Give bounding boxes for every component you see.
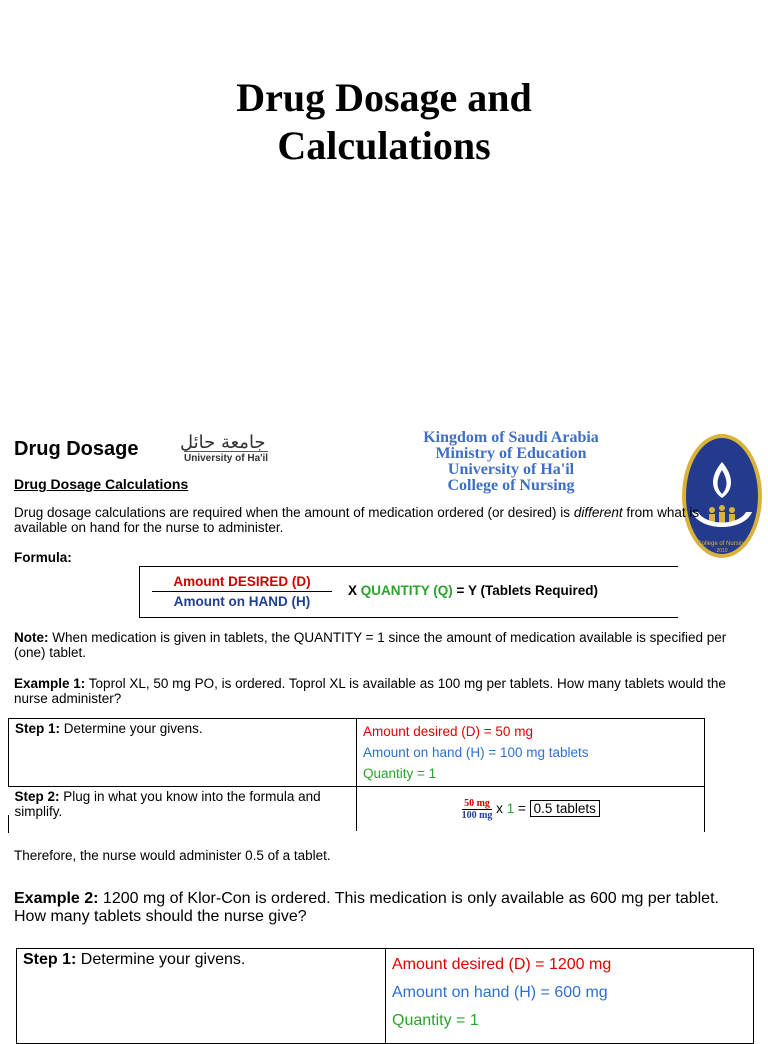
formula-denominator: Amount on HAND (H) [173, 594, 311, 609]
example1-table [8, 718, 705, 831]
formula-label: Formula: [14, 550, 72, 565]
example2-table [16, 948, 754, 1044]
givens-cell [386, 949, 754, 1044]
section-title: Drug Dosage Calculations [14, 476, 189, 492]
quantity: Quantity = 1 [363, 766, 437, 781]
table-border [704, 774, 705, 832]
step2-cell: Step 2: Plug in what you know into the formula and simplify. [9, 787, 357, 832]
calc-cell: $\frac{50 mg}{100 mg}$ x 1 = 0.5 tablets [357, 787, 705, 832]
amount-on-hand: Amount on hand (H) = 600 mg [392, 984, 608, 1001]
intro-paragraph: Drug dosage calculations are required when the amount of medication ordered (or desired) is different from what is available on hand for the nurse to administer. [14, 505, 700, 535]
example1-paragraph: Example 1: Toprol XL, 50 mg PO, is ordered. Toprol XL is available as 100 mg per tablets. How many tablets would the nurse administer? [14, 676, 726, 706]
table-row [9, 787, 705, 832]
calc-answer: 0.5 tablets [530, 800, 600, 817]
university-arabic-name: جامعة حائل [180, 432, 266, 453]
logo-caption: College of Nursing [697, 541, 747, 547]
institution-line: University of Ha'il [447, 461, 575, 478]
college-logo [680, 432, 764, 560]
formula-numerator: Amount DESIRED (D) [152, 574, 332, 592]
amount-on-hand: Amount on hand (H) = 100 mg tablets [363, 745, 589, 760]
amount-desired: Amount desired (D) = 1200 mg [392, 956, 612, 973]
example2-paragraph: Example 2: 1200 mg of Klor-Con is ordered. This medication is only available as 600 mg per tablet. How many tablets should the nurse give? [14, 890, 719, 925]
slide-title: Drug Dosage and Calculations [236, 75, 532, 168]
quantity: Quantity = 1 [392, 1012, 479, 1029]
givens-cell [357, 719, 705, 787]
amount-desired: Amount desired (D) = 50 mg [363, 724, 533, 739]
formula-quantity: QUANTITY (Q) [360, 583, 453, 598]
formula-rest: X QUANTITY (Q) = Y (Tablets Required) [348, 583, 598, 598]
formula-fraction [152, 574, 332, 609]
table-border [8, 815, 9, 833]
step1-cell: Step 1: Determine your givens. [17, 949, 386, 1044]
step1-cell: Step 1: Determine your givens. [9, 719, 357, 787]
formula-box [139, 566, 678, 618]
institution-line: Ministry of Education [435, 445, 587, 462]
table-row [9, 719, 705, 787]
table-row [17, 949, 754, 1044]
institution-block [352, 430, 670, 494]
therefore-text: Therefore, the nurse would administer 0.5 of a tablet. [14, 848, 331, 863]
doc-header-title: Drug Dosage [14, 438, 139, 460]
note-paragraph: Note: When medication is given in tablets, the QUANTITY = 1 since the amount of medication available is specified per (one) tablet. [14, 630, 727, 660]
logo-year: 2010 [716, 548, 728, 554]
institution-line: Kingdom of Saudi Arabia [423, 429, 599, 446]
calc-fraction: $\frac{50 mg}{100 mg}$ [461, 797, 493, 821]
university-english-name: University of Ha'il [184, 453, 269, 464]
institution-line: College of Nursing [447, 477, 575, 494]
